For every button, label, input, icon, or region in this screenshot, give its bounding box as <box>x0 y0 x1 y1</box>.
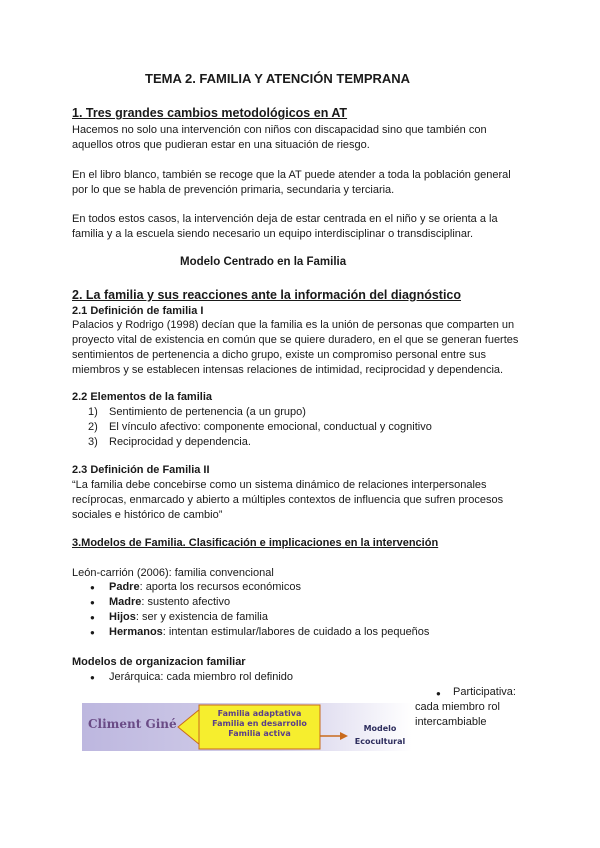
section-2-heading: 2. La familia y sus reacciones ante la información del diagnóstico <box>72 288 462 302</box>
text-line: “La familia debe concebirse como un sistema dinámico de relaciones interpersonales <box>72 479 487 491</box>
role-text: : sustento afectivo <box>141 596 231 608</box>
bullet-icon: ● <box>436 689 441 698</box>
list-text: El vínculo afectivo: componente emocional, conductual y cognitivo <box>109 421 432 433</box>
model-heading: Modelo Centrado en la Familia <box>180 256 347 268</box>
bullet-icon: ● <box>90 628 95 637</box>
org-item-text: Participativa: <box>453 686 516 698</box>
bullet-icon: ● <box>90 613 95 622</box>
list-text: Sentimiento de pertenencia (a un grupo) <box>109 406 306 418</box>
box-line: Familia adaptativa <box>217 709 302 718</box>
role-term: Madre <box>109 596 142 608</box>
box-line: Familia activa <box>228 729 291 738</box>
page-title: TEMA 2. FAMILIA Y ATENCIÓN TEMPRANA <box>145 71 411 86</box>
text-line: Hacemos no solo una intervención con niños con discapacidad sino que también con <box>72 124 487 136</box>
role-text: : aporta los recursos económicos <box>139 581 301 593</box>
ecocultural-label <box>348 722 412 748</box>
list-number: 1) <box>88 406 98 418</box>
list-text: Reciprocidad y dependencia. <box>109 436 251 448</box>
bullet-icon: ● <box>90 673 95 682</box>
role-term: Padre <box>109 581 140 593</box>
org-item-text: intercambiable <box>415 716 487 728</box>
label-line: Modelo <box>363 724 397 733</box>
text-line: por lo que se habla de prevención primaria, secundaria y terciaria. <box>72 184 395 196</box>
section-3-heading: 3.Modelos de Familia. Clasificación e implicaciones en la intervención <box>72 537 439 549</box>
text-line: En el libro blanco, también se recoge que la AT puede atender a toda la población general <box>72 169 511 181</box>
section-1-heading: 1. Tres grandes cambios metodológicos en AT <box>72 106 348 120</box>
label-line: Ecocultural <box>354 737 406 746</box>
subheading-2-1: 2.1 Definición de familia I <box>72 305 204 317</box>
family-model-diagram <box>82 701 412 755</box>
text-line: En todos estos casos, la intervención deja de estar centrada en el niño y se orienta a la <box>72 213 498 225</box>
org-models-heading: Modelos de organizacion familiar <box>72 656 246 668</box>
list-number: 3) <box>88 436 98 448</box>
list-number: 2) <box>88 421 98 433</box>
text-line: aquellos otros que pudieran estar en una situación de riesgo. <box>72 139 370 151</box>
text-line: recíprocas, enmarcado y abierto a múltiples contextos de influencia que sufren procesos <box>72 494 504 506</box>
subheading-2-3: 2.3 Definición de Familia II <box>72 464 210 476</box>
text-line: sociales e histórico de cambio” <box>72 509 223 521</box>
text-line: proyecto vital de existencia en común que se quiere duradero, en el que se generan fuertes <box>72 334 519 346</box>
text-line: familia y a la escuela siendo necesario un equipo interdisciplinar o transdisciplinar. <box>72 228 474 240</box>
role-term: Hijos <box>109 611 136 623</box>
s3-intro: León-carrión (2006): familia convencional <box>72 567 274 579</box>
org-item-text: cada miembro rol <box>415 701 500 713</box>
text-line: Palacios y Rodrigo (1998) decían que la familia es la unión de personas que comparten un <box>72 319 515 331</box>
bullet-icon: ● <box>90 583 95 592</box>
org-item-text: Jerárquica: cada miembro rol definido <box>109 671 294 683</box>
text-line: sentimientos de pertenencia a dicho grupo, existe un compromiso personal entre sus <box>72 349 486 361</box>
role-term: Hermanos <box>109 626 163 638</box>
subheading-2-2: 2.2 Elementos de la familia <box>72 391 213 403</box>
box-line: Familia en desarrollo <box>212 719 307 728</box>
role-text: : intentan estimular/labores de cuidado a los pequeños <box>162 626 430 638</box>
climent-gine-label: Climent Giné <box>88 717 177 731</box>
model-box-labels <box>199 709 320 739</box>
text-line: miembros y se establecen intensas relaciones de intimidad, reciprocidad y dependencia. <box>72 364 504 376</box>
bullet-icon: ● <box>90 598 95 607</box>
role-text: : ser y existencia de familia <box>135 611 268 623</box>
